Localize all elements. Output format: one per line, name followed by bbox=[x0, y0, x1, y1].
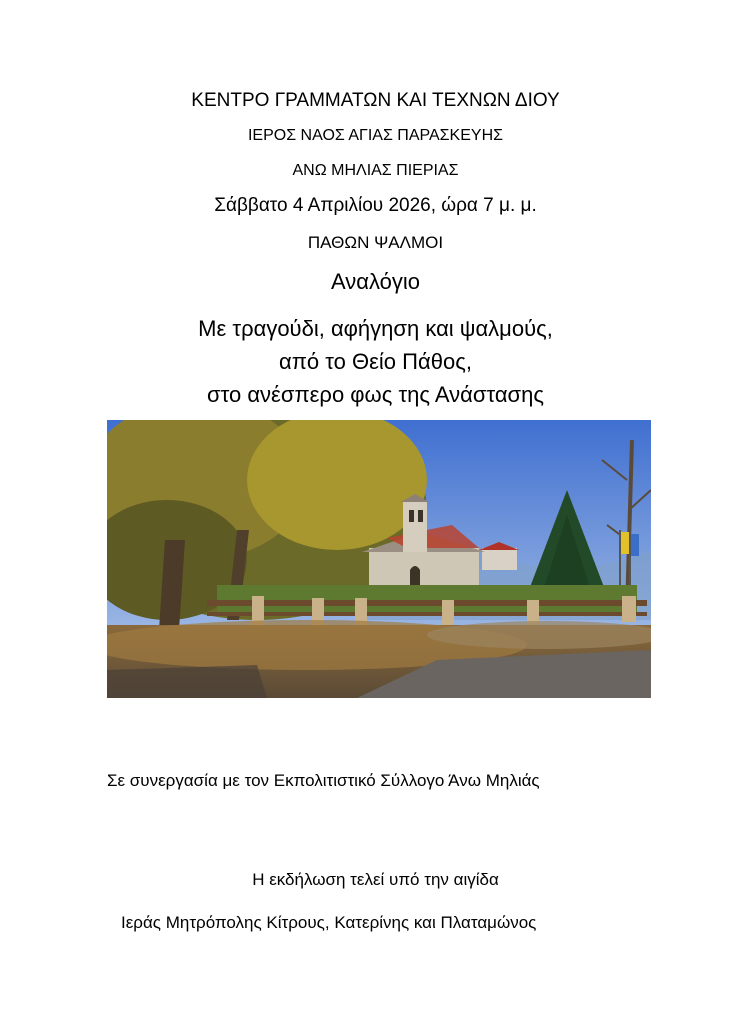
subtitle-line-2: από το Θείο Πάθος, bbox=[279, 349, 472, 374]
subtitle-line-3: στο ανέσπερο φως της Ανάστασης bbox=[207, 382, 544, 407]
aegis-intro: Η εκδήλωση τελεί υπό την αιγίδα bbox=[252, 870, 499, 889]
church-scene-illustration bbox=[107, 420, 651, 698]
collaboration-note: Σε συνεργασία με τον Εκπολιτιστικό Σύλλογο Άνω Μηλιάς bbox=[107, 771, 540, 790]
metropolis-name: Ιεράς Μητρόπολης Κίτρους, Κατερίνης και Πλαταμώνος bbox=[121, 913, 537, 932]
subtitle-line-1: Με τραγούδι, αφήγηση και ψαλμούς, bbox=[198, 316, 553, 341]
event-title: Αναλόγιο bbox=[330, 269, 421, 294]
church-photo bbox=[107, 420, 651, 698]
organizer-title: ΚΕΝΤΡΟ ΓΡΑΜΜΑΤΩΝ ΚΑΙ ΤΕΧΝΩΝ ΔΙΟΥ bbox=[191, 90, 560, 111]
event-subtitle bbox=[0, 312, 751, 411]
event-theme: ΠΑΘΩΝ ΨΑΛΜΟΙ bbox=[307, 233, 444, 252]
venue-name: ΙΕΡΟΣ ΝΑΟΣ ΑΓΙΑΣ ΠΑΡΑΣΚΕΥΗΣ bbox=[247, 127, 504, 144]
location-name: ΑΝΩ ΜΗΛΙΑΣ ΠΙΕΡΙΑΣ bbox=[292, 162, 459, 179]
event-datetime: Σάββατο 4 Απριλίου 2026, ώρα 7 μ. μ. bbox=[214, 195, 537, 216]
